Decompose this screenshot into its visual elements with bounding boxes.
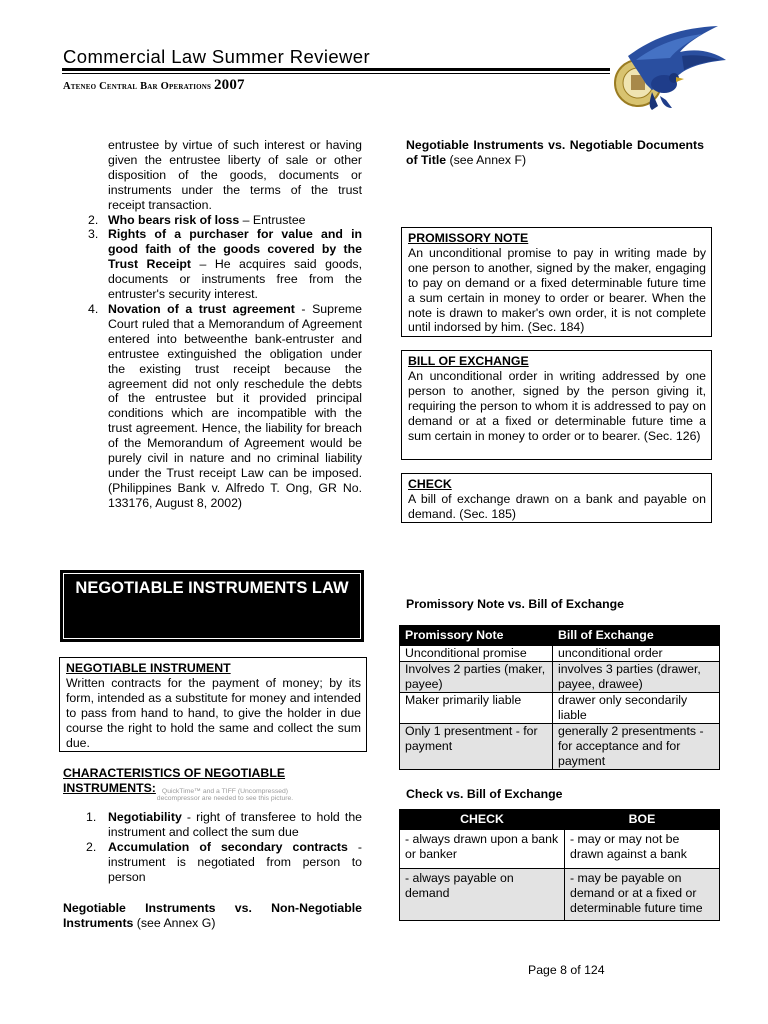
table-header-row bbox=[400, 810, 720, 830]
table-cell: involves 3 parties (drawer, payee, drawee) bbox=[553, 662, 720, 693]
box-title: PROMISSORY NOTE bbox=[408, 231, 529, 245]
list-item-risk-of-loss: 2. Who bears risk of loss – Entrustee bbox=[88, 212, 306, 227]
table-cell: - always payable on demand bbox=[400, 869, 565, 921]
table-header-cell: BOE bbox=[565, 810, 720, 830]
table-cell: - always drawn upon a bank or banker bbox=[400, 830, 565, 869]
table-cell: Unconditional promise bbox=[400, 646, 553, 662]
table-row bbox=[400, 869, 720, 921]
check-vs-boe-heading: Check vs. Bill of Exchange bbox=[406, 787, 563, 801]
table-header-cell: CHECK bbox=[400, 810, 565, 830]
box-text: An unconditional order in writing addressed by one person to another, signed by the person giving it, requiring the person to whom it is addressed to pay on demand or at a fixed or determinable future time a sum certain in money to order or to bearer. (Sec. 126) bbox=[408, 368, 706, 443]
header-org: Ateneo Central Bar Operations bbox=[63, 81, 212, 92]
header-title: Commercial Law Summer Reviewer bbox=[63, 46, 371, 67]
trust-receipt-intro-text: entrustee by virtue of such interest or having given the entrustee liberty of sale or other disposition of the goods, documents or instruments under the terms of the trust receipt transaction. bbox=[108, 138, 362, 212]
table-cell: generally 2 presentments - for acceptance and for payment bbox=[553, 724, 720, 770]
bill-of-exchange-box bbox=[401, 350, 712, 460]
characteristics-heading: CHARACTERISTICS OF NEGOTIABLE INSTRUMENTS: bbox=[63, 766, 286, 795]
pn-vs-boe-table bbox=[399, 625, 720, 770]
check-box bbox=[401, 473, 712, 523]
table-row bbox=[400, 693, 720, 724]
box-text: Written contracts for the payment of money; by its form, intended as a substitute for money and intended to pass from hand to hand, to give the holder in due course the right to hold the same and collect the sum due. bbox=[66, 675, 361, 750]
list-item-novation: 4. Novation of a trust agreement - Supreme Court ruled that a Memorandum of Agreement entered into betweenthe bank-entruster and entrustee extinguished the obligation under the existing trust receipt because the agreement did not only reschedule the debts of the entrustee but it provided principal conditions which are incompatible with the trust agreement. Hence, the liability for breach of the Memorandum of Agreement would be purely civil in nature and no criminal liability under the Trust receipt Law can be imposed. (Philippines Bank v. Alfredo T. Ong, GR No. 133176, August 8, 2002) bbox=[88, 301, 362, 510]
promissory-note-box bbox=[401, 227, 712, 337]
table-cell: - may be payable on demand or at a fixed or determinable future time bbox=[565, 869, 720, 921]
table-row bbox=[400, 646, 720, 662]
page-number: Page 8 of 124 bbox=[528, 963, 605, 977]
ni-vs-non-ni-note: Negotiable Instruments vs. Non-Negotiable Instruments (see Annex G) bbox=[63, 901, 362, 930]
box-text: A bill of exchange drawn on a bank and payable on demand. (Sec. 185) bbox=[408, 491, 706, 521]
table-row bbox=[400, 830, 720, 869]
box-text: An unconditional promise to pay in writing made by one person to another, signed by the maker, engaging to pay on demand or a fixed determinable future time a sum certain in money to order or bearer. When the note is drawn to maker's own order, it is not complete until indorsed by him. (Sec. 184) bbox=[408, 245, 706, 335]
negotiable-instrument-box bbox=[59, 657, 367, 752]
list-item-rights-of-purchaser: 3. Rights of a purchaser for value and in good faith of the goods covered by the Trust Receipt – He acquires said goods, documents or instruments free from the entruster's security interest. bbox=[88, 227, 362, 302]
characteristic-secondary-contracts: 2. Accumulation of secondary contracts - instrument is negotiated from person to person bbox=[86, 839, 362, 884]
section-banner-title: NEGOTIABLE INSTRUMENTS LAW bbox=[63, 573, 361, 639]
box-title: NEGOTIABLE INSTRUMENT bbox=[66, 661, 231, 675]
header-year: 2007 bbox=[213, 77, 245, 93]
table-header-cell: Bill of Exchange bbox=[553, 626, 720, 646]
box-title: CHECK bbox=[408, 477, 452, 491]
table-cell: drawer only secondarily liable bbox=[553, 693, 720, 724]
table-row bbox=[400, 724, 720, 770]
check-vs-boe-table bbox=[399, 809, 720, 921]
pn-vs-boe-heading: Promissory Note vs. Bill of Exchange bbox=[406, 597, 624, 611]
section-banner bbox=[60, 570, 364, 642]
table-row bbox=[400, 662, 720, 693]
table-cell: Maker primarily liable bbox=[400, 693, 553, 724]
quicktime-placeholder-text: QuickTime™ and a TIFF (Uncompressed) decompressor are needed to see this picture. bbox=[156, 788, 294, 803]
table-header-row bbox=[400, 626, 720, 646]
header-rule-thick bbox=[62, 68, 610, 71]
table-cell: Involves 2 parties (maker, payee) bbox=[400, 662, 553, 693]
ni-vs-documents-of-title-note: Negotiable Instruments vs. Negotiable Documents of Title (see Annex F) bbox=[406, 138, 704, 167]
table-cell: Only 1 presentment - for payment bbox=[400, 724, 553, 770]
table-cell: unconditional order bbox=[553, 646, 720, 662]
characteristic-negotiability: 1. Negotiability - right of transferee to hold the instrument and collect the sum due bbox=[86, 810, 362, 839]
header-subtitle bbox=[63, 77, 245, 94]
header-rule-thin bbox=[62, 73, 610, 74]
eagle-seal-logo bbox=[606, 22, 732, 116]
box-title: BILL OF EXCHANGE bbox=[408, 354, 529, 368]
table-header-cell: Promissory Note bbox=[400, 626, 553, 646]
table-cell: - may or may not be drawn against a bank bbox=[565, 830, 720, 869]
